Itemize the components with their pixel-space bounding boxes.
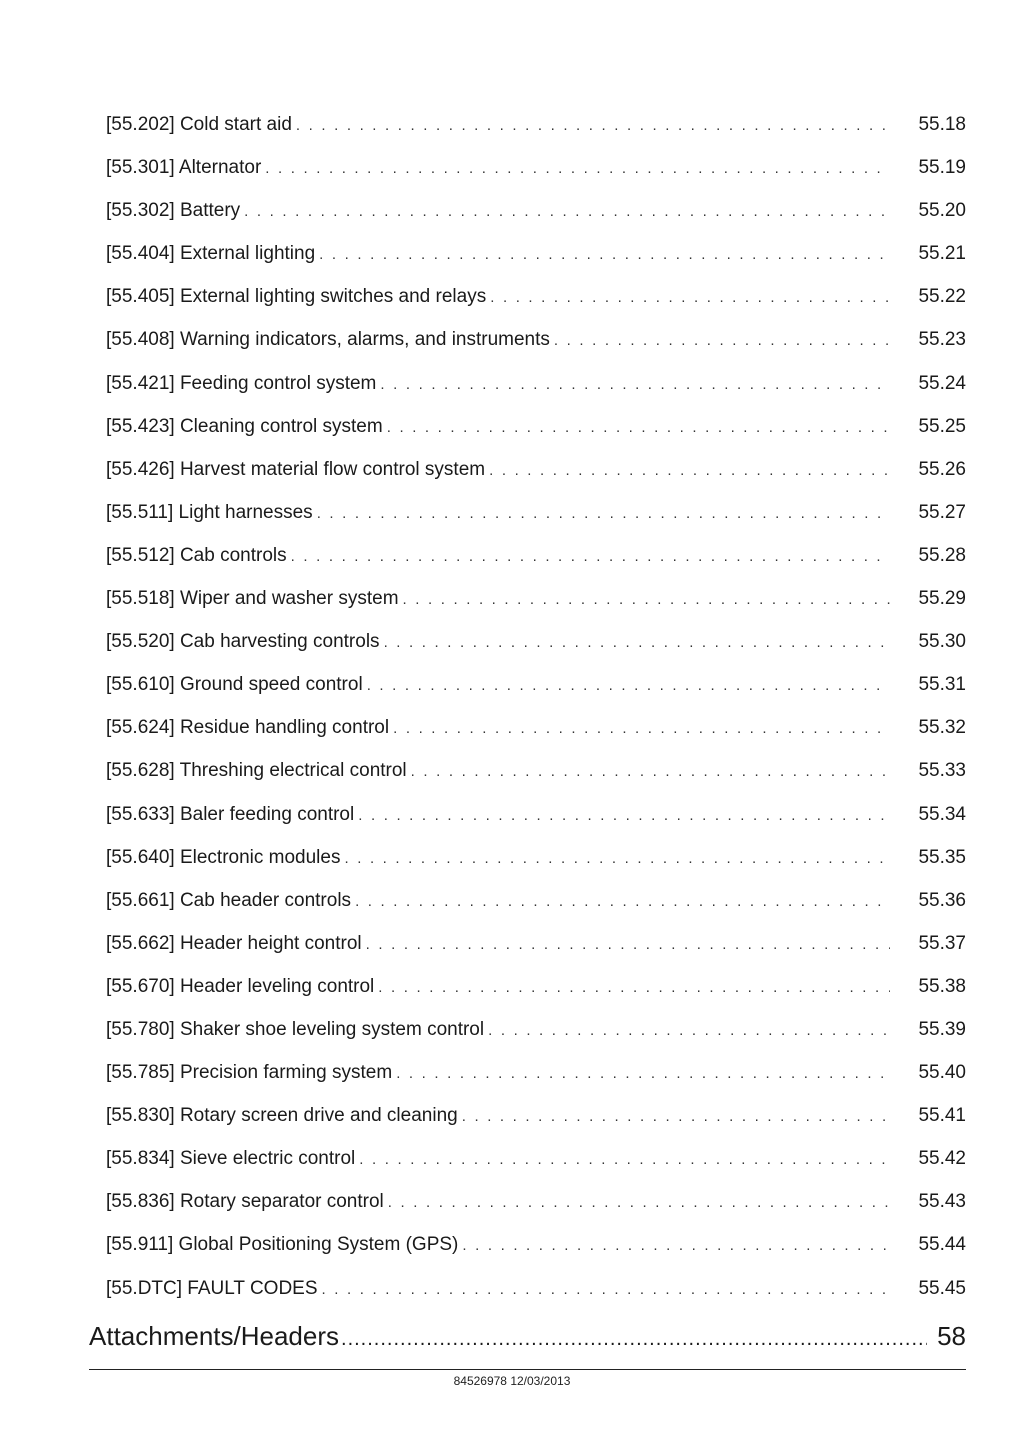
- toc-entry[interactable]: [106, 146, 966, 189]
- toc-entry-label: [55.661] Cab header controls: [106, 889, 352, 911]
- toc-entry-page-number: 55.26: [918, 458, 966, 480]
- toc-entry[interactable]: [106, 663, 966, 706]
- toc-entry-label: [55.633] Baler feeding control: [106, 803, 355, 825]
- dot-leader: [358, 794, 890, 837]
- toc-entry-page-number: 55.30: [918, 631, 966, 653]
- dot-leader: [411, 750, 890, 793]
- dot-leader: [490, 276, 890, 319]
- toc-entry-page-number: 55.19: [918, 157, 966, 179]
- dot-leader: [244, 190, 890, 233]
- dot-leader: [403, 578, 890, 621]
- toc-entry-page-number: 55.39: [918, 1018, 966, 1040]
- toc-entry-label: [55.610] Ground speed control: [106, 674, 363, 696]
- footer-divider: [89, 1369, 966, 1370]
- toc-entry-page-number: 55.38: [918, 975, 966, 997]
- dot-leader: [322, 1268, 890, 1311]
- dot-leader: [319, 233, 890, 276]
- toc-entry-page-number: 55.45: [918, 1277, 966, 1299]
- toc-entry[interactable]: [106, 577, 966, 620]
- toc-entry-page-number: 55.33: [918, 760, 966, 782]
- toc-entry[interactable]: [106, 534, 966, 577]
- toc-entry-page-number: 55.36: [918, 889, 966, 911]
- toc-entry-page-number: 55.43: [918, 1191, 966, 1213]
- toc-entry-label: [55.520] Cab harvesting controls: [106, 631, 380, 653]
- toc-entry[interactable]: [106, 749, 966, 792]
- toc-entry-label: [55.780] Shaker shoe leveling system control: [106, 1018, 485, 1040]
- dot-leader: [367, 664, 890, 707]
- toc-entry-page-number: 55.29: [918, 588, 966, 610]
- toc-entry[interactable]: [106, 189, 966, 232]
- toc-entry-label: [55.408] Warning indicators, alarms, and instruments: [106, 329, 550, 351]
- toc-entry-label: [55.426] Harvest material flow control system: [106, 458, 486, 480]
- toc-entry[interactable]: [106, 620, 966, 663]
- dot-leader: [317, 492, 890, 535]
- dot-leader: [393, 707, 890, 750]
- toc-entry-page-number: 55.44: [918, 1234, 966, 1256]
- dot-leader: [488, 1009, 890, 1052]
- toc-entry-page-number: 55.31: [918, 674, 966, 696]
- toc-entry-label: [55.670] Header leveling control: [106, 975, 375, 997]
- toc-entry-label: [55.404] External lighting: [106, 243, 316, 265]
- toc-entry-page-number: 55.24: [918, 372, 966, 394]
- toc-entry[interactable]: [106, 1008, 966, 1051]
- dot-leader: [462, 1095, 890, 1138]
- toc-entry[interactable]: [106, 879, 966, 922]
- toc-entry-page-number: 55.41: [918, 1105, 966, 1127]
- section-title: Attachments/Headers: [89, 1321, 340, 1351]
- toc-entry-label: [55.836] Rotary separator control: [106, 1191, 384, 1213]
- dot-leader: [396, 1052, 890, 1095]
- toc-entry[interactable]: [106, 836, 966, 879]
- toc-entry[interactable]: [106, 232, 966, 275]
- table-of-contents: [106, 103, 966, 1310]
- toc-entry-label: [55.830] Rotary screen drive and cleaning: [106, 1105, 458, 1127]
- toc-entry-label: [55.423] Cleaning control system: [106, 415, 383, 437]
- toc-entry-page-number: 55.40: [918, 1062, 966, 1084]
- toc-entry-page-number: 55.35: [918, 846, 966, 868]
- dot-leader: [387, 406, 890, 449]
- toc-entry-label: [55.628] Threshing electrical control: [106, 760, 407, 782]
- toc-entry-label: [55.834] Sieve electric control: [106, 1148, 356, 1170]
- dot-leader: [462, 1224, 890, 1267]
- dot-leader: [388, 1181, 890, 1224]
- dot-leader: [355, 880, 890, 923]
- toc-entry[interactable]: [106, 1051, 966, 1094]
- toc-entry-label: [55.518] Wiper and washer system: [106, 588, 399, 610]
- toc-entry[interactable]: [106, 275, 966, 318]
- toc-entry[interactable]: [106, 1094, 966, 1137]
- toc-entry-page-number: 55.28: [918, 544, 966, 566]
- toc-entry-label: [55.640] Electronic modules: [106, 846, 341, 868]
- toc-entry-page-number: 55.20: [918, 200, 966, 222]
- toc-entry-label: [55.302] Battery: [106, 200, 241, 222]
- toc-entry[interactable]: [106, 318, 966, 361]
- toc-entry[interactable]: [106, 706, 966, 749]
- toc-entry[interactable]: [106, 405, 966, 448]
- dot-leader: [384, 621, 890, 664]
- toc-entry[interactable]: [106, 1267, 966, 1310]
- toc-entry[interactable]: [106, 1180, 966, 1223]
- footer-doc-id-date: 84526978 12/03/2013: [453, 1374, 571, 1388]
- toc-entry[interactable]: [106, 103, 966, 146]
- toc-entry-page-number: 55.23: [918, 329, 966, 351]
- dot-leader: [380, 363, 890, 406]
- toc-entry-label: [55.202] Cold start aid: [106, 114, 292, 135]
- toc-entry-page-number: 55.25: [918, 415, 966, 437]
- dot-leader: [291, 535, 890, 578]
- toc-entry-label: [55.911] Global Positioning System (GPS): [106, 1234, 459, 1256]
- toc-entry-label: [55.624] Residue handling control: [106, 717, 390, 739]
- section-entry-attachments-headers[interactable]: [89, 1312, 966, 1360]
- toc-entry[interactable]: [106, 1223, 966, 1266]
- toc-entry-page-number: 55.42: [918, 1148, 966, 1170]
- toc-entry[interactable]: [106, 1137, 966, 1180]
- dot-leader: [366, 923, 890, 966]
- toc-entry[interactable]: [106, 793, 966, 836]
- toc-entry-label: [55.DTC] FAULT CODES: [106, 1277, 318, 1299]
- toc-entry-page-number: 55.18: [918, 114, 966, 135]
- toc-entry-page-number: 55.27: [918, 501, 966, 523]
- dot-leader: [341, 1315, 927, 1363]
- toc-entry[interactable]: [106, 362, 966, 405]
- dot-leader: [359, 1138, 890, 1181]
- toc-entry-page-number: 55.37: [918, 932, 966, 954]
- dot-leader: [265, 147, 890, 190]
- toc-entry-label: [55.421] Feeding control system: [106, 372, 377, 394]
- section-page-number: 58: [937, 1321, 966, 1351]
- dot-leader: [296, 104, 890, 147]
- toc-entry[interactable]: [106, 491, 966, 534]
- toc-entry-label: [55.662] Header height control: [106, 932, 362, 954]
- toc-entry[interactable]: [106, 965, 966, 1008]
- toc-entry-label: [55.405] External lighting switches and relays: [106, 286, 487, 308]
- toc-entry-label: [55.785] Precision farming system: [106, 1062, 393, 1084]
- toc-entry-page-number: 55.22: [918, 286, 966, 308]
- dot-leader: [554, 319, 890, 362]
- dot-leader: [489, 449, 890, 492]
- toc-entry-page-number: 55.34: [918, 803, 966, 825]
- dot-leader: [344, 837, 890, 880]
- toc-entry-page-number: 55.21: [918, 243, 966, 265]
- toc-entry-label: [55.512] Cab controls: [106, 544, 287, 566]
- toc-entry-label: [55.301] Alternator: [106, 157, 262, 179]
- toc-entry[interactable]: [106, 448, 966, 491]
- toc-entry-label: [55.511] Light harnesses: [106, 501, 313, 523]
- toc-entry[interactable]: [106, 922, 966, 965]
- dot-leader: [378, 966, 890, 1009]
- toc-entry-page-number: 55.32: [918, 717, 966, 739]
